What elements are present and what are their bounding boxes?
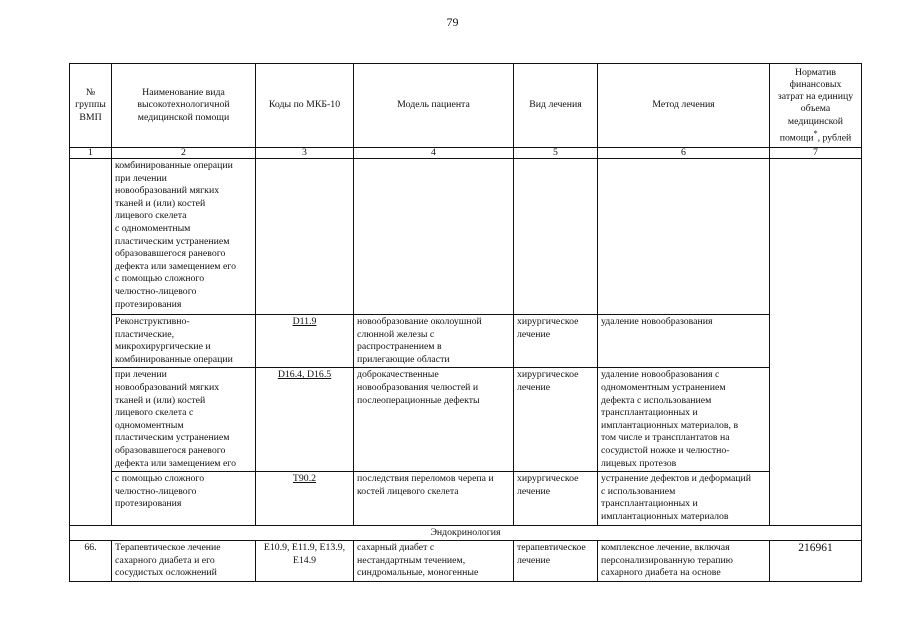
header-cost-footnote-mark: * [813, 128, 818, 138]
care-name: Терапевтическое лечение сахарного диабета и его сосудистых осложнений [112, 541, 256, 582]
page-number: 79 [446, 15, 459, 29]
treatment-method: удаление новообразования с одномоментным устранением дефекта с использованием трансплантационных и имплантационных материалов, в том числе и трансплантатов на сосудистой ножке и челюстно- лицевых протезов [598, 368, 770, 472]
empty-cell [256, 159, 354, 315]
treatment-type: хирургическое лечение [514, 315, 598, 368]
icd-codes: E10.9, E11.9, E13.9, E14.9 [256, 541, 354, 582]
column-number: 4 [354, 148, 514, 159]
patient-model: доброкачественные новообразования челюстей и послеоперационные дефекты [354, 368, 514, 472]
care-name-part: с помощью сложного челюстно-лицевого протезирования [112, 472, 256, 526]
column-number: 5 [514, 148, 598, 159]
patient-model: сахарный диабет с нестандартным течением, синдромальные, моногенные [354, 541, 514, 582]
patient-model: новообразование околоушной слюнной железы с распространением в прилегающие области [354, 315, 514, 368]
treatment-method: комплексное лечение, включая персонализированную терапию сахарного диабета на основе [598, 541, 770, 582]
care-name-part: при лечении новообразований мягких тканей и (или) костей лицевого скелета с одномоментным пластическим устранением образовавшегося раневого дефекта или замещением его [112, 368, 256, 472]
cost-value: 216961 [770, 541, 862, 582]
header-row [70, 64, 862, 148]
table-row [70, 368, 862, 472]
icd-codes: D16.4, D16.5 [256, 368, 354, 472]
group-number: 66. [70, 541, 112, 582]
header-cost-main: Норматив финансовых затрат на единицу объема медицинской помощи [777, 66, 854, 144]
column-numbers-row [70, 148, 862, 159]
continuation-row [70, 159, 862, 315]
section-title: Эндокринология [70, 526, 862, 541]
empty-cell [598, 159, 770, 315]
table-row [70, 541, 862, 582]
header-cost-tail: , рублей [817, 132, 852, 144]
column-number: 3 [256, 148, 354, 159]
header-cost-standard [770, 64, 862, 148]
header-group-number: № группы ВМП [70, 64, 112, 148]
empty-cell [514, 159, 598, 315]
patient-model: последствия переломов черепа и костей лицевого скелета [354, 472, 514, 526]
header-icd-codes: Коды по МКБ-10 [256, 64, 354, 148]
vmp-table [69, 63, 862, 582]
header-treatment-type: Вид лечения [514, 64, 598, 148]
group-number-cell [70, 159, 112, 526]
continuation-care-name: комбинированные операции при лечении новообразований мягких тканей и (или) костей лицевого скелета с одномоментным пластическим устранением образовавшегося раневого дефекта или замещением его с помощью сложного челюстно-лицевого протезирования [112, 159, 256, 315]
header-treatment-method: Метод лечения [598, 64, 770, 148]
header-patient-model: Модель пациента [354, 64, 514, 148]
column-number: 2 [112, 148, 256, 159]
table-row [70, 472, 862, 526]
header-care-type: Наименование вида высокотехнологичной медицинской помощи [112, 64, 256, 148]
column-number: 7 [770, 148, 862, 159]
treatment-method: устранение дефектов и деформаций с использованием трансплантационных и имплантационных материалов [598, 472, 770, 526]
care-name-part: Реконструктивно- пластические, микрохирургические и комбинированные операции [112, 315, 256, 368]
treatment-type: хирургическое лечение [514, 472, 598, 526]
treatment-type: хирургическое лечение [514, 368, 598, 472]
icd-codes: T90.2 [256, 472, 354, 526]
icd-codes: D11.9 [256, 315, 354, 368]
cost-cell [770, 159, 862, 526]
section-row [70, 526, 862, 541]
column-number: 1 [70, 148, 112, 159]
treatment-type: терапевтическое лечение [514, 541, 598, 582]
treatment-method: удаление новообразования [598, 315, 770, 368]
column-number: 6 [598, 148, 770, 159]
table-row [70, 315, 862, 368]
empty-cell [354, 159, 514, 315]
